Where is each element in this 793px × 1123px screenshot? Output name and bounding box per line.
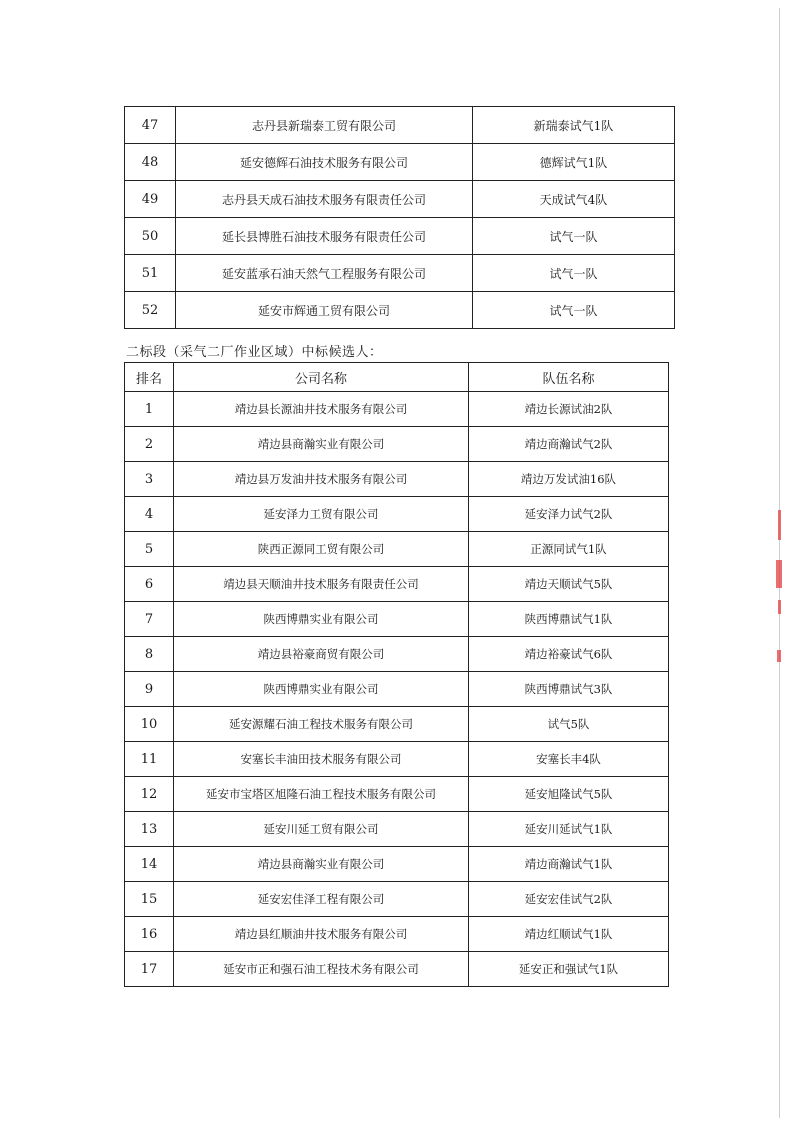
table2-body bbox=[125, 392, 669, 987]
table1-body bbox=[125, 107, 675, 329]
rank-cell: 7 bbox=[125, 602, 174, 637]
rank-cell: 12 bbox=[125, 777, 174, 812]
company-cell: 靖边县红顺油井技术服务有限公司 bbox=[174, 917, 469, 952]
table-row bbox=[125, 742, 669, 777]
rank-cell: 11 bbox=[125, 742, 174, 777]
rank-cell: 5 bbox=[125, 532, 174, 567]
team-cell: 正源同试气1队 bbox=[469, 532, 669, 567]
team-cell: 试气一队 bbox=[473, 255, 675, 292]
team-cell: 德辉试气1队 bbox=[473, 144, 675, 181]
table-row bbox=[125, 882, 669, 917]
company-cell: 靖边县商瀚实业有限公司 bbox=[174, 427, 469, 462]
table-row bbox=[125, 292, 675, 329]
rank-cell: 2 bbox=[125, 427, 174, 462]
table-row bbox=[125, 462, 669, 497]
team-cell: 天成试气4队 bbox=[473, 181, 675, 218]
table-row bbox=[125, 144, 675, 181]
team-cell: 试气一队 bbox=[473, 218, 675, 255]
company-cell: 安塞长丰油田技术服务有限公司 bbox=[174, 742, 469, 777]
team-cell: 靖边天顺试气5队 bbox=[469, 567, 669, 602]
company-cell: 延安川延工贸有限公司 bbox=[174, 812, 469, 847]
team-header: 队伍名称 bbox=[469, 363, 669, 392]
team-cell: 靖边商瀚试气1队 bbox=[469, 847, 669, 882]
table-row bbox=[125, 917, 669, 952]
rank-cell: 16 bbox=[125, 917, 174, 952]
candidates-table-section2 bbox=[124, 362, 669, 987]
team-cell: 靖边红顺试气1队 bbox=[469, 917, 669, 952]
company-cell: 靖边县长源油井技术服务有限公司 bbox=[174, 392, 469, 427]
team-cell: 延安旭隆试气5队 bbox=[469, 777, 669, 812]
company-cell: 靖边县万发油井技术服务有限公司 bbox=[174, 462, 469, 497]
company-cell: 延安源耀石油工程技术服务有限公司 bbox=[174, 707, 469, 742]
table-row bbox=[125, 637, 669, 672]
team-cell: 靖边裕豪试气6队 bbox=[469, 637, 669, 672]
rank-cell: 9 bbox=[125, 672, 174, 707]
table-row bbox=[125, 567, 669, 602]
table-row bbox=[125, 497, 669, 532]
rank-cell: 10 bbox=[125, 707, 174, 742]
team-cell: 试气5队 bbox=[469, 707, 669, 742]
rank-cell: 4 bbox=[125, 497, 174, 532]
team-cell: 延安泽力试气2队 bbox=[469, 497, 669, 532]
header-row bbox=[125, 363, 669, 392]
team-cell: 试气一队 bbox=[473, 292, 675, 329]
rank-cell: 14 bbox=[125, 847, 174, 882]
team-cell: 安塞长丰4队 bbox=[469, 742, 669, 777]
table-row bbox=[125, 812, 669, 847]
company-cell: 延长县博胜石油技术服务有限责任公司 bbox=[176, 218, 473, 255]
company-cell: 志丹县新瑞泰工贸有限公司 bbox=[176, 107, 473, 144]
rank-cell: 13 bbox=[125, 812, 174, 847]
company-cell: 陕西博鼎实业有限公司 bbox=[174, 672, 469, 707]
team-cell: 延安川延试气1队 bbox=[469, 812, 669, 847]
seal-mark bbox=[778, 510, 781, 540]
company-cell: 志丹县天成石油技术服务有限责任公司 bbox=[176, 181, 473, 218]
company-cell: 延安泽力工贸有限公司 bbox=[174, 497, 469, 532]
table-row bbox=[125, 602, 669, 637]
rank-cell: 48 bbox=[125, 144, 176, 181]
company-cell: 延安宏佳泽工程有限公司 bbox=[174, 882, 469, 917]
rank-cell: 17 bbox=[125, 952, 174, 987]
table-row bbox=[125, 427, 669, 462]
table-row bbox=[125, 777, 669, 812]
team-cell: 靖边长源试油2队 bbox=[469, 392, 669, 427]
company-cell: 延安德辉石油技术服务有限公司 bbox=[176, 144, 473, 181]
table-row bbox=[125, 255, 675, 292]
team-cell: 陕西博鼎试气3队 bbox=[469, 672, 669, 707]
team-cell: 陕西博鼎试气1队 bbox=[469, 602, 669, 637]
table-row bbox=[125, 392, 669, 427]
company-cell: 延安市正和强石油工程技术务有限公司 bbox=[174, 952, 469, 987]
table-row bbox=[125, 107, 675, 144]
table-row bbox=[125, 847, 669, 882]
seal-mark bbox=[778, 600, 781, 614]
company-cell: 延安蓝承石油天然气工程服务有限公司 bbox=[176, 255, 473, 292]
team-cell: 靖边万发试油16队 bbox=[469, 462, 669, 497]
team-cell: 延安宏佳试气2队 bbox=[469, 882, 669, 917]
table-row bbox=[125, 672, 669, 707]
rank-cell: 49 bbox=[125, 181, 176, 218]
team-cell: 新瑞泰试气1队 bbox=[473, 107, 675, 144]
seal-mark bbox=[777, 650, 781, 662]
rank-cell: 52 bbox=[125, 292, 176, 329]
rank-cell: 3 bbox=[125, 462, 174, 497]
table-row bbox=[125, 532, 669, 567]
rank-cell: 6 bbox=[125, 567, 174, 602]
company-cell: 靖边县天顺油井技术服务有限责任公司 bbox=[174, 567, 469, 602]
rank-cell: 15 bbox=[125, 882, 174, 917]
rank-header: 排名 bbox=[125, 363, 174, 392]
table-row bbox=[125, 952, 669, 987]
section-title: 二标段（采气二厂作业区域）中标候选人： bbox=[126, 345, 383, 360]
rank-cell: 50 bbox=[125, 218, 176, 255]
company-header: 公司名称 bbox=[174, 363, 469, 392]
company-cell: 陕西博鼎实业有限公司 bbox=[174, 602, 469, 637]
table-row bbox=[125, 218, 675, 255]
table2-header bbox=[125, 363, 669, 392]
company-cell: 靖边县裕豪商贸有限公司 bbox=[174, 637, 469, 672]
table-row bbox=[125, 707, 669, 742]
company-cell: 延安市宝塔区旭隆石油工程技术服务有限公司 bbox=[174, 777, 469, 812]
candidates-table-continued bbox=[124, 106, 675, 329]
rank-cell: 47 bbox=[125, 107, 176, 144]
team-cell: 延安正和强试气1队 bbox=[469, 952, 669, 987]
company-cell: 靖边县商瀚实业有限公司 bbox=[174, 847, 469, 882]
company-cell: 延安市辉通工贸有限公司 bbox=[176, 292, 473, 329]
seal-mark bbox=[776, 560, 782, 588]
team-cell: 靖边商瀚试气2队 bbox=[469, 427, 669, 462]
rank-cell: 51 bbox=[125, 255, 176, 292]
table-row bbox=[125, 181, 675, 218]
rank-cell: 1 bbox=[125, 392, 174, 427]
company-cell: 陕西正源同工贸有限公司 bbox=[174, 532, 469, 567]
rank-cell: 8 bbox=[125, 637, 174, 672]
